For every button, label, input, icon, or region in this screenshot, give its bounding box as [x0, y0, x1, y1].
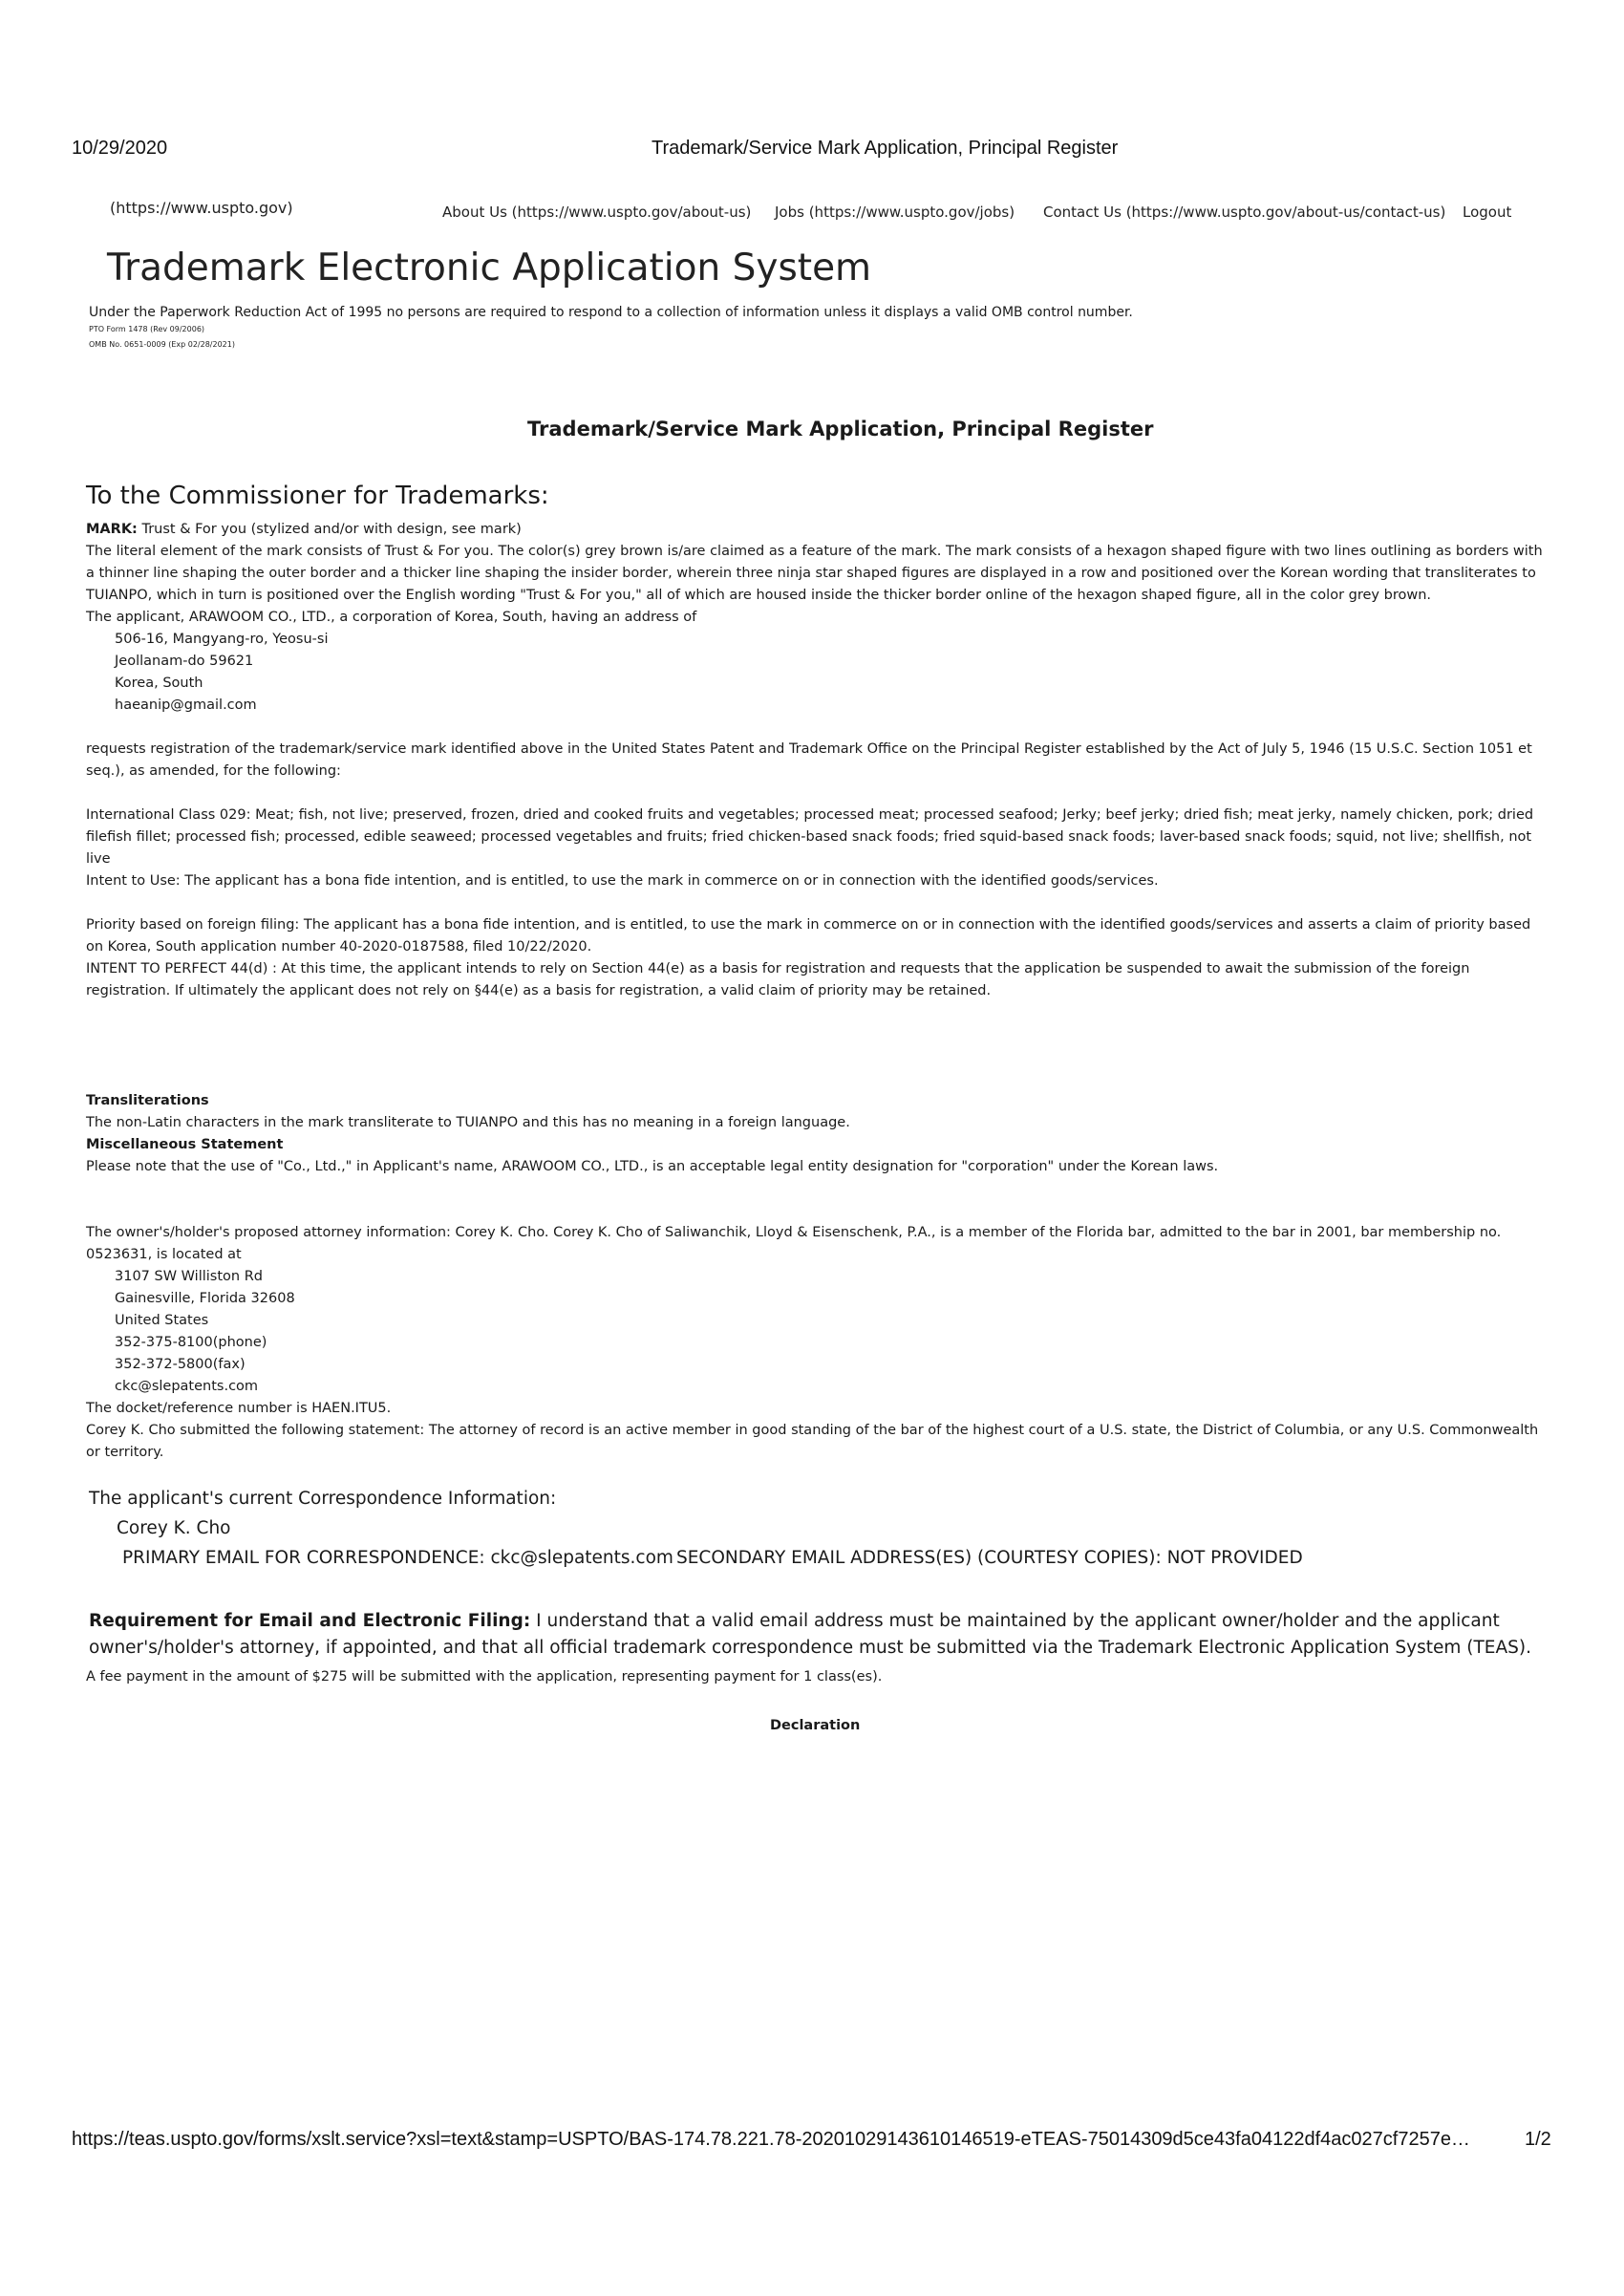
- applicant-intro: The applicant, ARAWOOM CO., LTD., a corporation of Korea, South, having an address of: [86, 610, 697, 625]
- attorney-fax: 352-372-5800(fax): [115, 1357, 246, 1372]
- intent-to-use: Intent to Use: The applicant has a bona fide intention, and is entitled, to use the mark in commerce on or in connection with the identified goods/services.: [86, 873, 1159, 889]
- applicant-address-line: 506-16, Mangyang-ro, Yeosu-si: [115, 632, 329, 647]
- attorney-address-line: 3107 SW Williston Rd: [115, 1269, 263, 1284]
- correspondence-heading: The applicant's current Correspondence Information:: [89, 1489, 557, 1509]
- print-title: Trademark/Service Mark Application, Principal Register: [652, 138, 1119, 159]
- email-requirement-label: Requirement for Email and Electronic Filing:: [89, 1611, 531, 1631]
- declaration-heading: Declaration: [770, 1718, 861, 1733]
- uspto-home-link[interactable]: (https://www.uspto.gov): [110, 199, 293, 217]
- nav-logout[interactable]: Logout: [1463, 204, 1512, 221]
- attorney-address-line: Gainesville, Florida 32608: [115, 1291, 295, 1306]
- priority-claim: Priority based on foreign filing: The applicant has a bona fide intention, and is entitled, to use the mark in commerce on or in connection with the identified goods/services and asserts a claim of priority based on Korea, South application number 40-2020-0187588, filed 10/22/2020.: [86, 917, 1531, 955]
- attorney-address-line: United States: [115, 1313, 209, 1328]
- applicant-address-line: Jeollanam-do 59621: [115, 654, 254, 669]
- attorney-section: [86, 1222, 1548, 1464]
- email-requirement: [89, 1608, 1550, 1662]
- fee-statement: A fee payment in the amount of $275 will be submitted with the application, representing payment for 1 class(es).: [86, 1669, 883, 1684]
- docket-number: The docket/reference number is HAEN.ITU5.: [86, 1401, 392, 1416]
- request-text: requests registration of the trademark/service mark identified above in the United States Patent and Trademark Office on the Principal Register established by the Act of July 5, 1946 (15 U.S.C. Section 1051 et seq.), as amended, for the following:: [86, 741, 1532, 779]
- attorney-phone: 352-375-8100(phone): [115, 1335, 267, 1350]
- correspondence-name: Corey K. Cho: [117, 1518, 231, 1538]
- nav-contact-us[interactable]: Contact Us (https://www.uspto.gov/about-us/contact-us): [1043, 204, 1446, 221]
- applicant-email: haeanip@gmail.com: [115, 697, 257, 713]
- footer-url: https://teas.uspto.gov/forms/xslt.service?xsl=text&stamp=USPTO/BAS-174.78.221.78-20201029143610146519-eTEAS-75014309d5ce43fa04122df4ac027cf7257e…: [72, 2129, 1470, 2150]
- applicant-address-line: Korea, South: [115, 676, 203, 691]
- nav-jobs[interactable]: Jobs (https://www.uspto.gov/jobs): [775, 204, 1015, 221]
- mark-line: [86, 519, 1548, 541]
- mark-value: Trust & For you (stylized and/or with design, see mark): [137, 522, 522, 537]
- system-title: Trademark Electronic Application System: [107, 247, 872, 290]
- secondary-email: SECONDARY EMAIL ADDRESS(ES) (COURTESY COPIES): NOT PROVIDED: [676, 1548, 1303, 1568]
- email-requirement-text: I understand that a valid email address must be maintained by the applicant owner/holder and the applicant owner's/holder's attorney, if appointed, and that all official trademark correspondence must be submitted via the Trademark Electronic Application System (TEAS).: [89, 1611, 1531, 1658]
- intent-to-perfect: INTENT TO PERFECT 44(d) : At this time, the applicant intends to rely on Section 44(e) as a basis for registration and requests that the application be suspended to await the submission of the foreign registration. If ultimately the applicant does not rely on §44(e) as a basis for registration, a valid claim of priority may be retained.: [86, 961, 1470, 998]
- application-body: [86, 519, 1548, 1002]
- attorney-intro: The owner's/holder's proposed attorney information: Corey K. Cho. Corey K. Cho of Saliwanchik, Lloyd & Eisenschenk, P.A., is a member of the Florida bar, admitted to the bar in 2001, bar membership no. 0523631, is located at: [86, 1225, 1502, 1262]
- transliterations-heading: Transliterations: [86, 1093, 209, 1108]
- misc-statement-heading: Miscellaneous Statement: [86, 1137, 284, 1152]
- transliterations-text: The non-Latin characters in the mark transliterate to TUIANPO and this has no meaning in a foreign language.: [86, 1115, 850, 1130]
- commissioner-heading: To the Commissioner for Trademarks:: [86, 482, 549, 510]
- misc-statement-text: Please note that the use of "Co., Ltd.," in Applicant's name, ARAWOOM CO., LTD., is an acceptable legal entity designation for "corporation" under the Korean laws.: [86, 1159, 1219, 1174]
- literal-element: The literal element of the mark consists of Trust & For you. The color(s) grey brown is/are claimed as a feature of the mark. The mark consists of a hexagon shaped figure with two lines outlining as borders with a thinner line shaping the outer border and a thicker line shaping the insider border, wherein three ninja star shaped figures are displayed in a row and positioned over the Korean wording that transliterates to TUIANPO, which in turn is positioned over the English wording "Trust & For you," all of which are housed inside the thicker border online of the hexagon shaped figure, all in the color grey brown.: [86, 544, 1543, 603]
- statements-section: [86, 1090, 1548, 1178]
- paperwork-notice: Under the Paperwork Reduction Act of 1995 no persons are required to respond to a collection of information unless it displays a valid OMB control number.: [89, 305, 1133, 320]
- primary-email: PRIMARY EMAIL FOR CORRESPONDENCE: ckc@slepatents.com: [122, 1548, 673, 1568]
- document-title: Trademark/Service Mark Application, Principal Register: [527, 418, 1154, 440]
- form-number: PTO Form 1478 (Rev 09/2006): [89, 325, 205, 333]
- nav-about-us[interactable]: About Us (https://www.uspto.gov/about-us): [442, 204, 752, 221]
- print-date: 10/29/2020: [72, 138, 168, 159]
- page-number: 1/2: [1525, 2129, 1551, 2150]
- attorney-statement: Corey K. Cho submitted the following statement: The attorney of record is an active member in good standing of the bar of the highest court of a U.S. state, the District of Columbia, or any U.S. Commonwealth or territory.: [86, 1423, 1539, 1460]
- omb-number: OMB No. 0651-0009 (Exp 02/28/2021): [89, 340, 235, 349]
- international-class: International Class 029: Meat; fish, not live; preserved, frozen, dried and cooked fruits and vegetables; processed meat; processed seafood; Jerky; beef jerky; dried fish; meat jerky, namely chicken, pork; dried filefish fillet; processed fish; processed, edible seaweed; processed vegetables and fruits; fried chicken-based snack foods; fried squid-based snack foods; laver-based snack foods; squid, not live; shellfish, not live: [86, 807, 1534, 867]
- mark-label: MARK:: [86, 522, 138, 537]
- attorney-email: ckc@slepatents.com: [115, 1379, 259, 1394]
